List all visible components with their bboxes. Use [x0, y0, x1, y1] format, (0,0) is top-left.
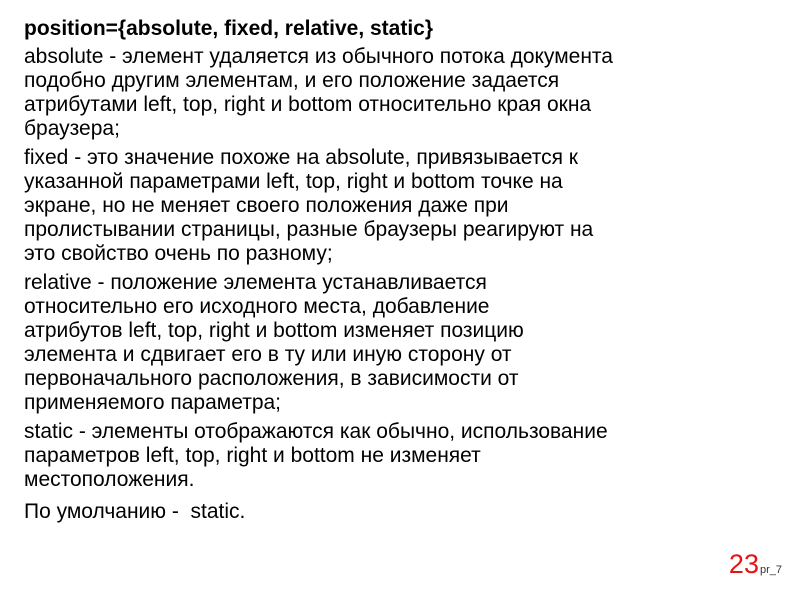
slide-footer: [729, 549, 782, 580]
paragraph-line: относительно его исходного места, добавление: [24, 295, 490, 318]
paragraph-line: местоположения.: [24, 468, 195, 491]
paragraph-line: пролистывании страницы, разные браузеры реагируют на: [24, 218, 594, 241]
paragraph-line: fixed - это значение похоже на absolute, привязывается к: [24, 146, 578, 169]
paragraph-line: атрибутов left, top, right и bottom изменяет позицию: [24, 319, 524, 342]
paragraph-line: экране, но не меняет своего положения даже при: [24, 194, 509, 217]
paragraph-line: relative - положение элемента устанавливается: [24, 271, 487, 294]
page-number: 23: [728, 549, 759, 579]
paragraph-line: подобно другим элементам, и его положение задается: [24, 69, 560, 92]
slide-content: [24, 14, 780, 527]
paragraph-line: указанной параметрами left, top, right и bottom точке на: [24, 170, 563, 193]
paragraph-fixed: [24, 146, 780, 266]
paragraph-line: браузера;: [24, 117, 120, 140]
paragraph-absolute: [24, 45, 780, 141]
paragraph-line: элемента и сдвигает его в ту или иную сторону от: [24, 343, 512, 366]
paragraph-line: параметров left, top, right и bottom не изменяет: [24, 444, 481, 467]
slide-heading: position={absolute, fixed, relative, static}: [24, 17, 434, 40]
paragraph-line: это свойство очень по разному;: [24, 242, 333, 265]
paragraph-line: static - элементы отображаются как обычно, использование: [24, 420, 608, 443]
paragraph-line: absolute - элемент удаляется из обычного потока документа: [24, 45, 613, 68]
footer-code: pr_7: [759, 564, 782, 576]
paragraph-line: применяемого параметра;: [24, 391, 282, 414]
paragraph-line: атрибутами left, top, right и bottom относительно края окна: [24, 93, 592, 116]
paragraph-line: первоначального расположения, в зависимости от: [24, 367, 519, 390]
paragraph-static: [24, 420, 780, 492]
paragraph-relative: [24, 271, 780, 415]
default-note: По умолчанию - static.: [24, 500, 246, 523]
